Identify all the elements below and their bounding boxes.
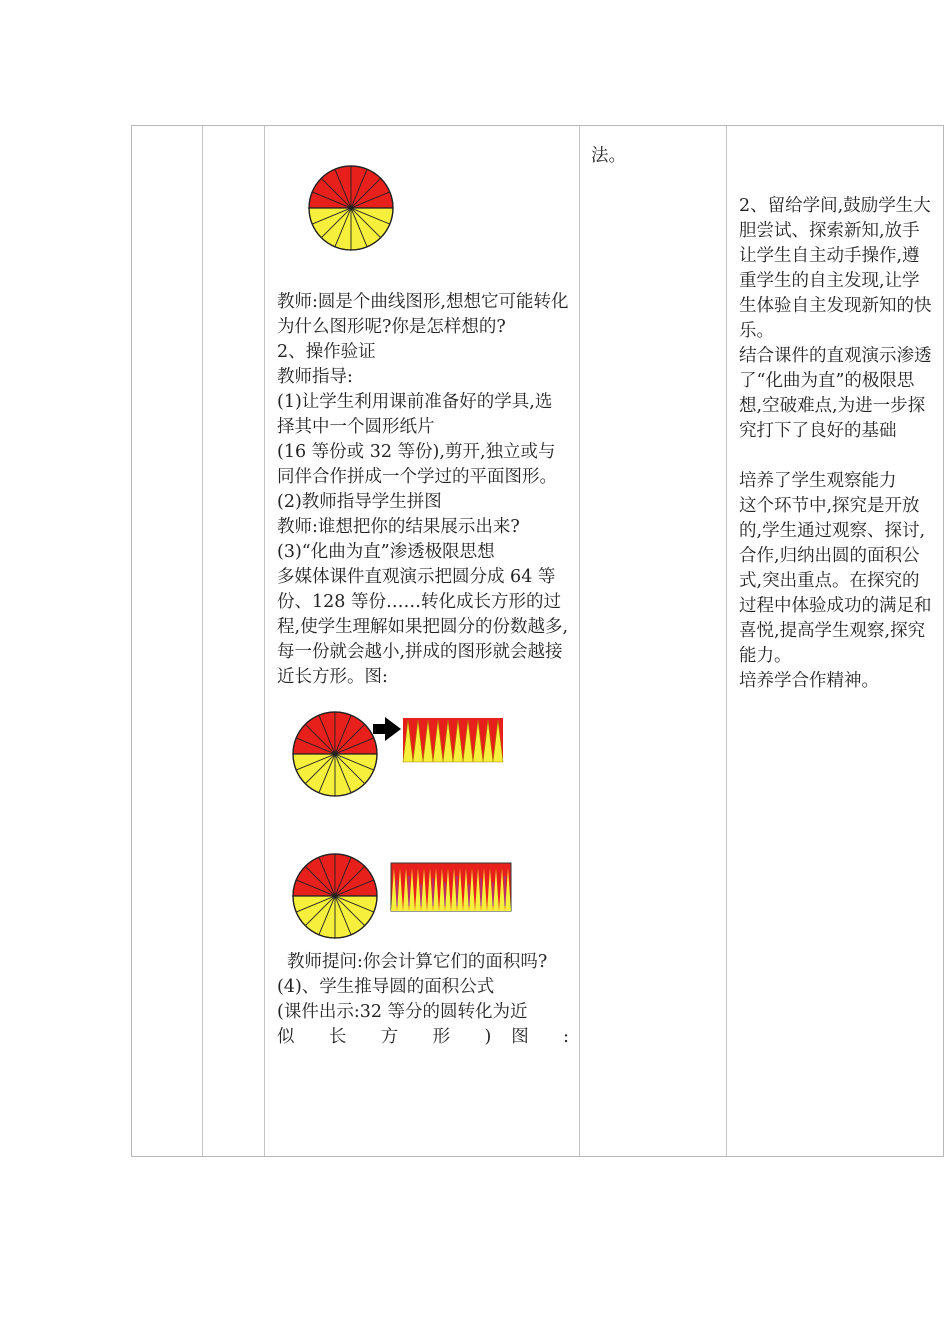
paragraph: (课件出示:32 等分的圆转化为近 (277, 1002, 528, 1022)
column-divider (264, 126, 265, 1156)
column-divider (202, 126, 203, 1156)
paragraph: (3)“化曲为直”渗透极限思想 (277, 542, 495, 562)
paragraph: 似 长 方 形 ) 图 : (277, 1027, 569, 1047)
paragraph: 教师提问:你会计算它们的面积吗? (287, 952, 548, 972)
paragraph: 培养了学生观察能力 (739, 471, 897, 491)
paragraph: 结合课件的直观演示渗透了“化曲为直”的极限思想,空破难点,为进一步探究打下了良好的基础 (739, 346, 932, 441)
paragraph: (2)教师指导学生拼图 (277, 492, 442, 512)
design-intent-cell (739, 126, 936, 1156)
teaching-process-cell (277, 126, 569, 1156)
circle-figure-16-parts (277, 126, 569, 290)
paragraph: (16 等份或 32 等份),剪开,独立或与同伴合作拼成一个学过的平面图形。 (277, 442, 557, 487)
circle-to-rectangle-figure (277, 840, 569, 950)
paragraph: 教师:圆是个曲线图形,想想它可能转化为什么图形呢?你是怎样想的? (277, 292, 569, 337)
circle-to-parallelogram-figure (277, 690, 569, 840)
column-divider (579, 126, 580, 1156)
paragraph: 多媒体课件直观演示把圆分成 64 等份、128 等份……转化成长方形的过程,使学生理解如果把圆分的份数越多,每一份就会越小,拼成的图形就会越接近长方形。图: (277, 567, 569, 687)
paragraph: 这个环节中,探究是开放的,学生通过观察、探讨,合作,归纳出圆的面积公式,突出重点。在探究的过程中体验成功的满足和喜悦,提高学生观察,探究能力。 (739, 496, 932, 666)
paragraph: 2、留给学间,鼓励学生大胆尝试、探索新知,放手让学生自主动手操作,遵重学生的自主发现,让学生体验自主发现新知的快乐。 (739, 196, 932, 341)
paragraph: 培养学合作精神。 (739, 671, 879, 691)
student-activity-cell (591, 126, 719, 1156)
column-divider (726, 126, 727, 1156)
paragraph: (4)、学生推导圆的面积公式 (277, 977, 495, 997)
paragraph: (1)让学生利用课前准备好的学具,选择其中一个圆形纸片 (277, 392, 553, 437)
paragraph: 教师指导: (277, 367, 353, 387)
lesson-table (131, 125, 944, 1157)
paragraph: 法。 (591, 146, 626, 166)
paragraph: 2、操作验证 (277, 342, 376, 362)
paragraph: 教师:谁想把你的结果展示出来? (277, 517, 520, 537)
